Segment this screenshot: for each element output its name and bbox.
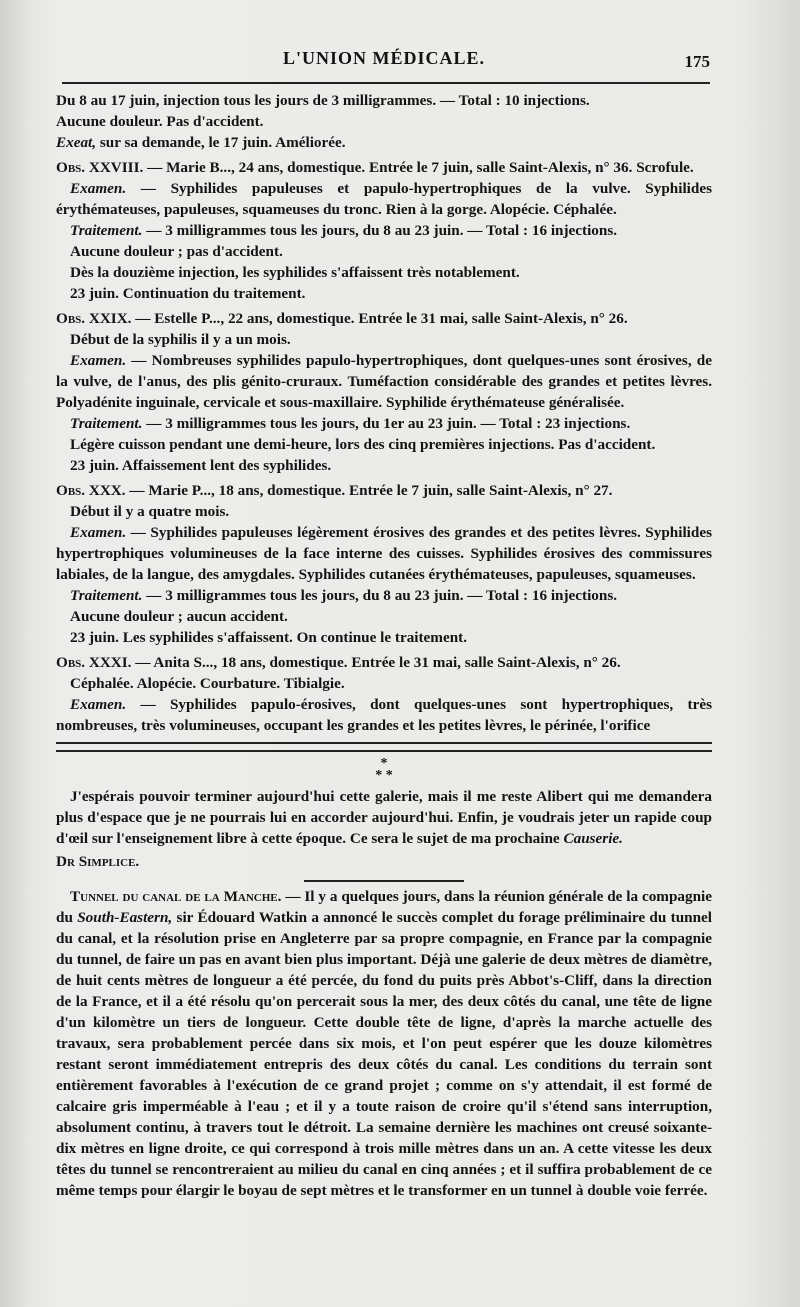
obs30-debut: Début il y a quatre mois. — [70, 503, 230, 520]
header-rule — [62, 82, 710, 84]
obs28-treat-label: Traitement. — [70, 222, 143, 239]
obs29-treat-text: — 3 milligrammes tous les jours, du 1er au 23 juin. — Total : 23 injections. — [142, 415, 631, 432]
obs29-intro — [56, 308, 712, 329]
obs31-exam — [56, 694, 712, 736]
tunnel-text-1: — Il y a quelques jours, dans la réunion générale de la compagnie du — [56, 888, 713, 926]
page-number: 175 — [684, 52, 710, 71]
obs28-intro — [56, 157, 712, 178]
obs27-injections-line: Du 8 au 17 juin, injection tous les jours de 3 milligrammes. — Total : 10 injections. — [56, 92, 590, 109]
obs29-exam — [56, 350, 712, 413]
signature: Dr Simplice. — [56, 853, 140, 870]
obs30-line-a: Aucune douleur ; aucun accident. — [70, 608, 288, 625]
asterism — [56, 758, 712, 782]
obs30-treat-label: Traitement. — [70, 587, 143, 604]
feuilleton-text: J'espérais pouvoir terminer aujourd'hui cette galerie, mais il me reste Alibert qui me demandera plus d'espace que je ne pourrais lui en accorder aujourd'hui. Enfin, je voudrais jeter un rapide coup d'œil sur l'enseignement libre à cette époque. Ce sera le sujet de ma prochaine — [56, 788, 712, 847]
obs30-treat-text: — 3 milligrammes tous les jours, du 8 au 23 juin. — Total : 16 injections. — [142, 587, 618, 604]
tunnel-text-2: sir Édouard Watkin a annoncé le succès complet du forage préliminaire du tunnel du canal, et la résolution prise en Angleterre par sa propre compagnie, en France par la compagnie du tunnel, de faire un pas en avant bien plus important. Déjà une galerie de deux mètres de diamètre, de huit cents mètres de longueur a été percée, du fond du puits près Abbot's-Cliff, dans la direction de la France, et il a été résolu qu'on percerait sous la mer, des deux côtés du canal, une tête de ligne d'un kilomètre un tiers de longueur. Cette double tête de ligne, d'après la marche actuelle des travaux, sera probablement percée dans six mois, et l'on peut espérer que les douze kilomètres restant seront immédiatement entrepris des deux côtés du canal. Les conditions du terrain sont entièrement favorables à l'exécution de ce grand projet ; comme on s'y attendait, il est formé de calcaire gris imperméable à l'eau ; et il y a toute raison de croire qu'il s'étend sans interruption, absolument continu, à travers tout le détroit. La semaine dernière les machines ont creusé soixante-dix mètres en ligne droite, ce qui correspond à trois mille mètres dans un an. A cette vitesse les deux têtes du tunnel se rencontreraient au milieu du canal en cinq années ; et il suffira probablement de ce même temps pour élargir le boyau de sept mètres et le transformer en un tunnel à double voie ferrée. — [56, 909, 712, 1199]
tunnel-heading: Tunnel du canal de la Manche. — [70, 888, 282, 905]
obs31-intro — [56, 652, 712, 673]
obs31-label: Obs. XXXI. — [56, 654, 132, 671]
obs28-line-c: 23 juin. Continuation du traitement. — [70, 285, 306, 302]
obs28-intro-text: — Marie B..., 24 ans, domestique. Entrée le 7 juin, salle Saint-Alexis, n° 36. Scrofule. — [143, 159, 694, 176]
asterism-bottom: * * — [375, 768, 393, 783]
obs31-line-a: Céphalée. Alopécie. Courbature. Tibialgie. — [70, 675, 345, 692]
obs29-label: Obs. XXIX. — [56, 310, 132, 327]
obs28-line-a: Aucune douleur ; pas d'accident. — [70, 243, 283, 260]
obs30-label: Obs. XXX. — [56, 482, 126, 499]
section-rule — [304, 880, 464, 882]
obs28-exam — [56, 178, 712, 220]
obs30-intro — [56, 480, 712, 501]
obs31-exam-text: — Syphilides papulo-érosives, dont quelques-unes sont hypertrophiques, très nombreuses, très volumineuses, occupant les grandes et les petites lèvres, le périnée, l'orifice — [56, 696, 712, 734]
obs30-exam-label: Examen. — [70, 524, 127, 541]
obs28-label: Obs. XXVIII. — [56, 159, 144, 176]
obs30-line-b: 23 juin. Les syphilides s'affaissent. On continue le traitement. — [70, 629, 467, 646]
obs28-exam-text: — Syphilides papuleuses et papulo-hypertrophiques de la vulve. Syphilides érythémateuses, papuleuses, squameuses du tronc. Rien à la gorge. Alopécie. Céphalée. — [56, 180, 712, 218]
exeat-label: Exeat, — [56, 134, 97, 151]
obs28-exam-label: Examen. — [70, 180, 127, 197]
obs27-accident-line: Aucune douleur. Pas d'accident. — [56, 113, 264, 130]
obs29-intro-text: — Estelle P..., 22 ans, domestique. Entrée le 31 mai, salle Saint-Alexis, n° 26. — [131, 310, 628, 327]
feuilleton-paragraph — [56, 786, 712, 849]
feuilleton-separator — [56, 742, 712, 752]
obs28-line-b: Dès la douzième injection, les syphilides s'affaissent très notablement. — [70, 264, 520, 281]
running-title: L'UNION MÉDICALE. — [282, 48, 486, 68]
obs29-treat-label: Traitement. — [70, 415, 143, 432]
obs29-exam-label: Examen. — [70, 352, 127, 369]
obs31-exam-label: Examen. — [70, 696, 127, 713]
obs27-exeat — [56, 132, 712, 153]
tunnel-paragraph — [56, 886, 712, 1201]
article-body — [56, 90, 712, 1201]
obs28-treatment — [56, 220, 712, 241]
tunnel-company: South-Eastern, — [77, 909, 173, 926]
obs28-treat-text: — 3 milligrammes tous les jours, du 8 au 23 juin. — Total : 16 injections. — [142, 222, 618, 239]
obs30-treatment — [56, 585, 712, 606]
feuilleton-causerie: Causerie. — [563, 830, 623, 847]
obs29-line-b: 23 juin. Affaissement lent des syphilides. — [70, 457, 332, 474]
obs29-line-a: Légère cuisson pendant une demi-heure, lors des cinq premières injections. Pas d'accident. — [70, 436, 656, 453]
obs30-exam — [56, 522, 712, 585]
obs30-exam-text: — Syphilides papuleuses légèrement érosives des grandes et des petites lèvres. Syphilides hypertrophiques volumineuses de la face interne des cuisses. Syphilides érosives des commissures labiales, de la langue, des amygdales. Syphilides cutanées érythémateuses, papuleuses, squameuses. — [56, 524, 712, 583]
obs30-intro-text: — Marie P..., 18 ans, domestique. Entrée le 7 juin, salle Saint-Alexis, n° 27. — [125, 482, 613, 499]
obs29-treatment — [56, 413, 712, 434]
asterism-top: * — [380, 756, 388, 771]
obs31-intro-text: — Anita S..., 18 ans, domestique. Entrée le 31 mai, salle Saint-Alexis, n° 26. — [131, 654, 621, 671]
exeat-text: sur sa demande, le 17 juin. Améliorée. — [96, 134, 346, 151]
page-header — [58, 44, 710, 76]
obs29-debut: Début de la syphilis il y a un mois. — [70, 331, 291, 348]
obs29-exam-text: — Nombreuses syphilides papulo-hypertrophiques, dont quelques-unes sont érosives, de la vulve, de l'anus, des plis génito-cruraux. Tuméfaction considérable des grandes et petites lèvres. Polyadénite inguinale, cervicale et sous-maxillaire. Syphilide érythémateuse généralisée. — [56, 352, 712, 411]
